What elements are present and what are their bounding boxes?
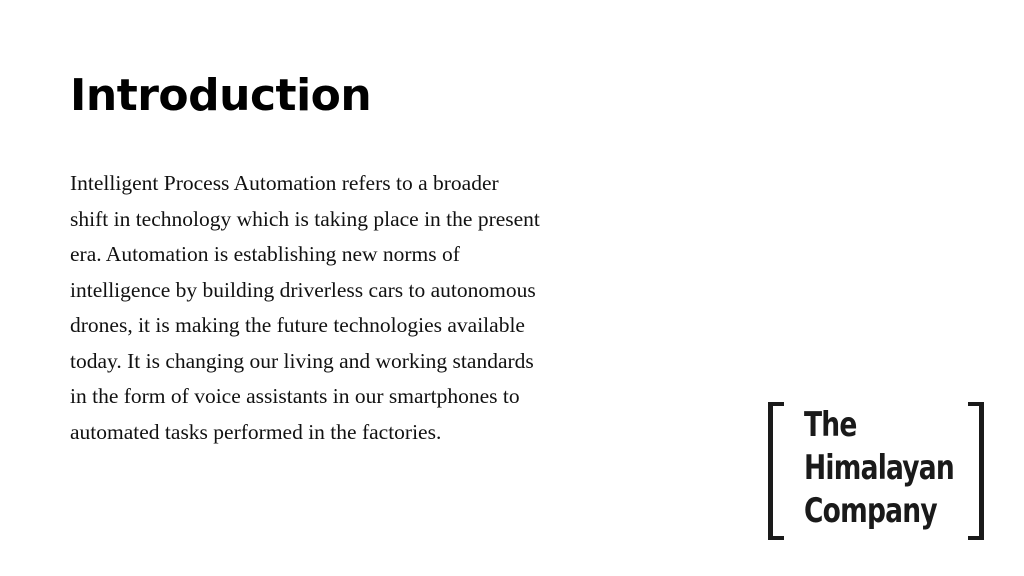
logo-word-the: The — [804, 405, 857, 445]
logo-wordmark — [804, 404, 954, 533]
intro-paragraph — [70, 166, 640, 450]
logo-right-bracket — [968, 402, 984, 540]
paragraph-line: shift in technology which is taking place in the present — [70, 206, 540, 231]
logo-word-company: Company — [804, 491, 937, 531]
paragraph-line: automated tasks performed in the factories. — [70, 419, 442, 444]
logo-left-bracket — [768, 402, 784, 540]
slide-title: Introduction — [70, 70, 372, 121]
company-logo — [768, 402, 984, 544]
paragraph-line: era. Automation is establishing new norms of — [70, 242, 460, 266]
paragraph-line: Intelligent Process Automation refers to a broader — [70, 171, 499, 195]
logo-word-himalayan: Himalayan — [804, 448, 955, 488]
paragraph-line: drones, it is making the future technologies available — [70, 313, 525, 337]
paragraph-line: in the form of voice assistants in our smartphones to — [70, 384, 520, 408]
paragraph-line: intelligence by building driverless cars to autonomous — [70, 277, 536, 302]
paragraph-line: today. It is changing our living and working standards — [70, 348, 534, 373]
